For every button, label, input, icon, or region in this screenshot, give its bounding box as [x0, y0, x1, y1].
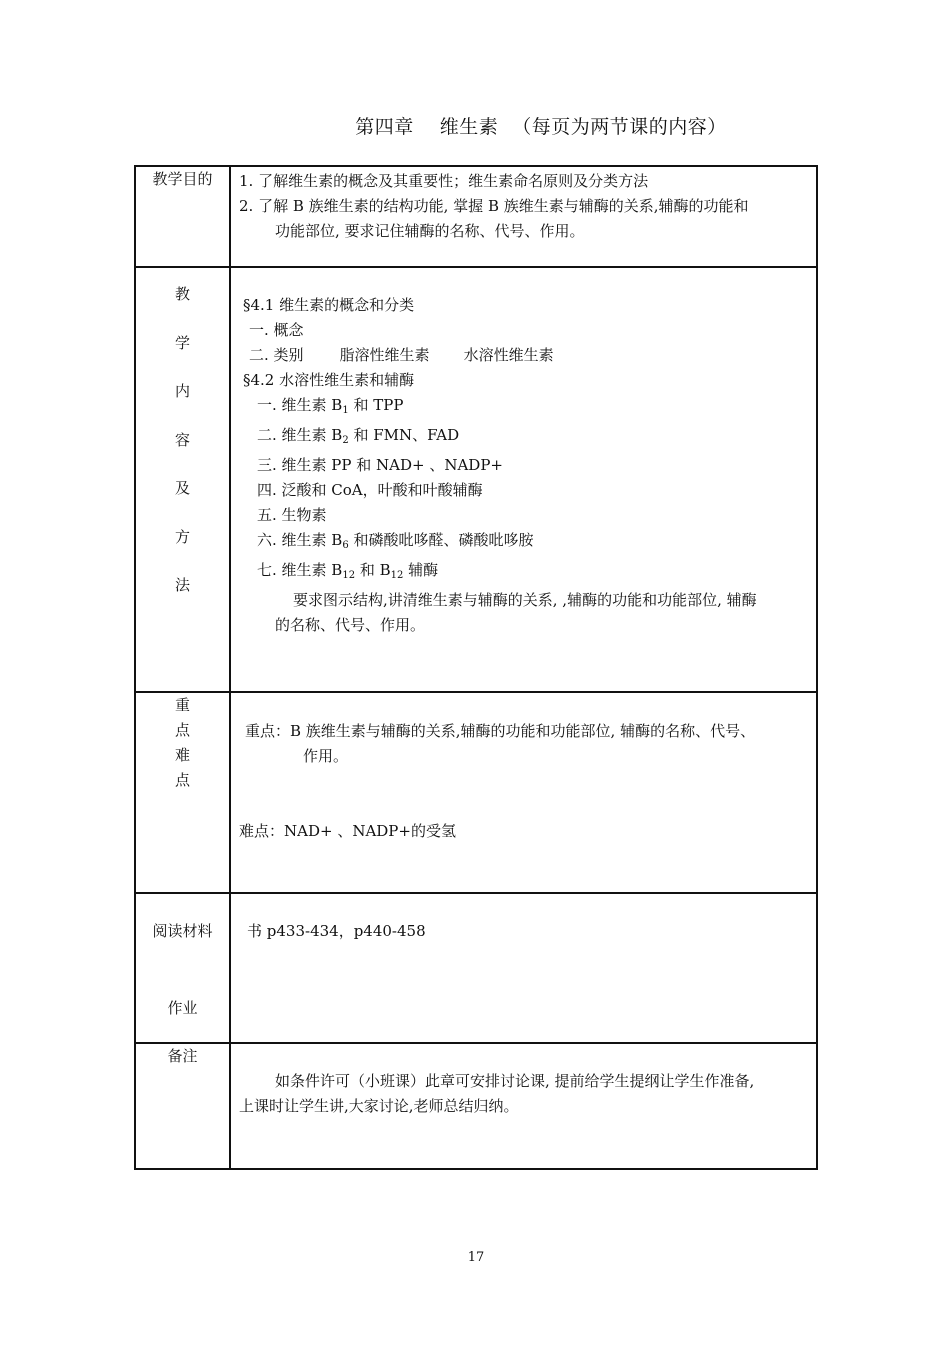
title-topic: 维生素	[439, 116, 499, 138]
content-label	[135, 267, 230, 692]
lesson-plan-table	[134, 165, 818, 1170]
content-label-char: 容	[174, 430, 190, 449]
item-pp: 三. 维生素 PP 和 NAD+ 、NADP+	[257, 456, 503, 474]
keypoints-label-char: 难	[174, 746, 190, 764]
difficulty: 难点：NAD+ 、NADP+的受氢	[239, 822, 456, 840]
s41-category: 二. 类别 脂溶性维生素 水溶性维生素	[249, 346, 554, 364]
key-point-line1: 重点：B 族维生素与辅酶的关系,辅酶的功能和功能部位, 辅酶的名称、代号、	[245, 722, 756, 740]
content-label-char: 及	[174, 479, 190, 497]
keypoints-label-char: 点	[174, 721, 190, 739]
remarks-cell	[230, 1043, 817, 1169]
key-point-line2: 作用。	[303, 747, 349, 765]
item-b1: 一. 维生素 $B_1$ 和 TPP	[257, 396, 404, 416]
page-number: 17	[467, 1250, 485, 1265]
objectives-label: 教学目的	[135, 166, 230, 267]
content-label-char: 内	[174, 382, 190, 400]
reading-label	[135, 893, 230, 1043]
objective-1: 1. 了解维生素的概念及其重要性；维生素命名原则及分类方法	[239, 172, 649, 190]
item-b6: 六. 维生素 $B_6$ 和磷酸吡哆醛、磷酸吡哆胺	[257, 531, 534, 551]
content-row	[135, 267, 817, 692]
remarks-line2: 上课时让学生讲,大家讨论,老师总结归纳。	[239, 1097, 519, 1115]
item-biotin: 五. 生物素	[257, 506, 327, 524]
objectives-cell	[230, 166, 817, 267]
objectives-row	[135, 166, 817, 267]
reading-label-text: 阅读材料	[152, 922, 213, 940]
page-title	[0, 112, 952, 139]
requirement-line2: 的名称、代号、作用。	[275, 616, 426, 634]
requirement-line1: 要求图示结构,讲清维生素与辅酶的关系, ,辅酶的功能和功能部位, 辅酶	[293, 591, 757, 609]
reading-text: 书 p433-434，p440-458	[247, 922, 426, 940]
section-4-1: §4.1 维生素的概念和分类	[243, 296, 415, 314]
reading-cell	[230, 893, 817, 1043]
title-note: （每页为两节课的内容）	[512, 116, 727, 138]
content-label-char: 教	[174, 285, 190, 303]
objective-2-line2: 功能部位, 要求记住辅酶的名称、代号、作用。	[275, 222, 585, 240]
keypoints-cell	[230, 692, 817, 893]
keypoints-label-char: 点	[174, 771, 190, 789]
item-b12: 七. 维生素 $B_{12}$ 和 $B_{12}$ 辅酶	[257, 561, 439, 581]
content-label-char: 方	[174, 527, 190, 546]
remarks-row	[135, 1043, 817, 1169]
keypoints-label	[135, 692, 230, 893]
section-4-2: §4.2 水溶性维生素和辅酶	[243, 371, 415, 389]
objective-2-line1: 2. 了解 B 族维生素的结构功能, 掌握 B 族维生素与辅酶的关系,辅酶的功能和	[239, 197, 749, 215]
content-label-char: 学	[174, 333, 190, 352]
remarks-line1: 如条件许可（小班课）此章可安排讨论课, 提前给学生提纲让学生作准备,	[275, 1072, 755, 1090]
title-chapter: 第四章	[355, 116, 414, 138]
item-coa: 四. 泛酸和 CoA，叶酸和叶酸辅酶	[257, 481, 483, 499]
homework-label-text: 作业	[167, 999, 198, 1017]
remarks-label: 备注	[135, 1043, 230, 1169]
item-b2: 二. 维生素 $B_2$ 和 FMN、FAD	[257, 426, 460, 446]
s41-concept: 一. 概念	[249, 321, 304, 339]
content-label-char: 法	[174, 576, 190, 594]
content-cell	[230, 267, 817, 692]
reading-row	[135, 893, 817, 1043]
keypoints-row	[135, 692, 817, 893]
keypoints-label-char: 重	[174, 696, 190, 714]
